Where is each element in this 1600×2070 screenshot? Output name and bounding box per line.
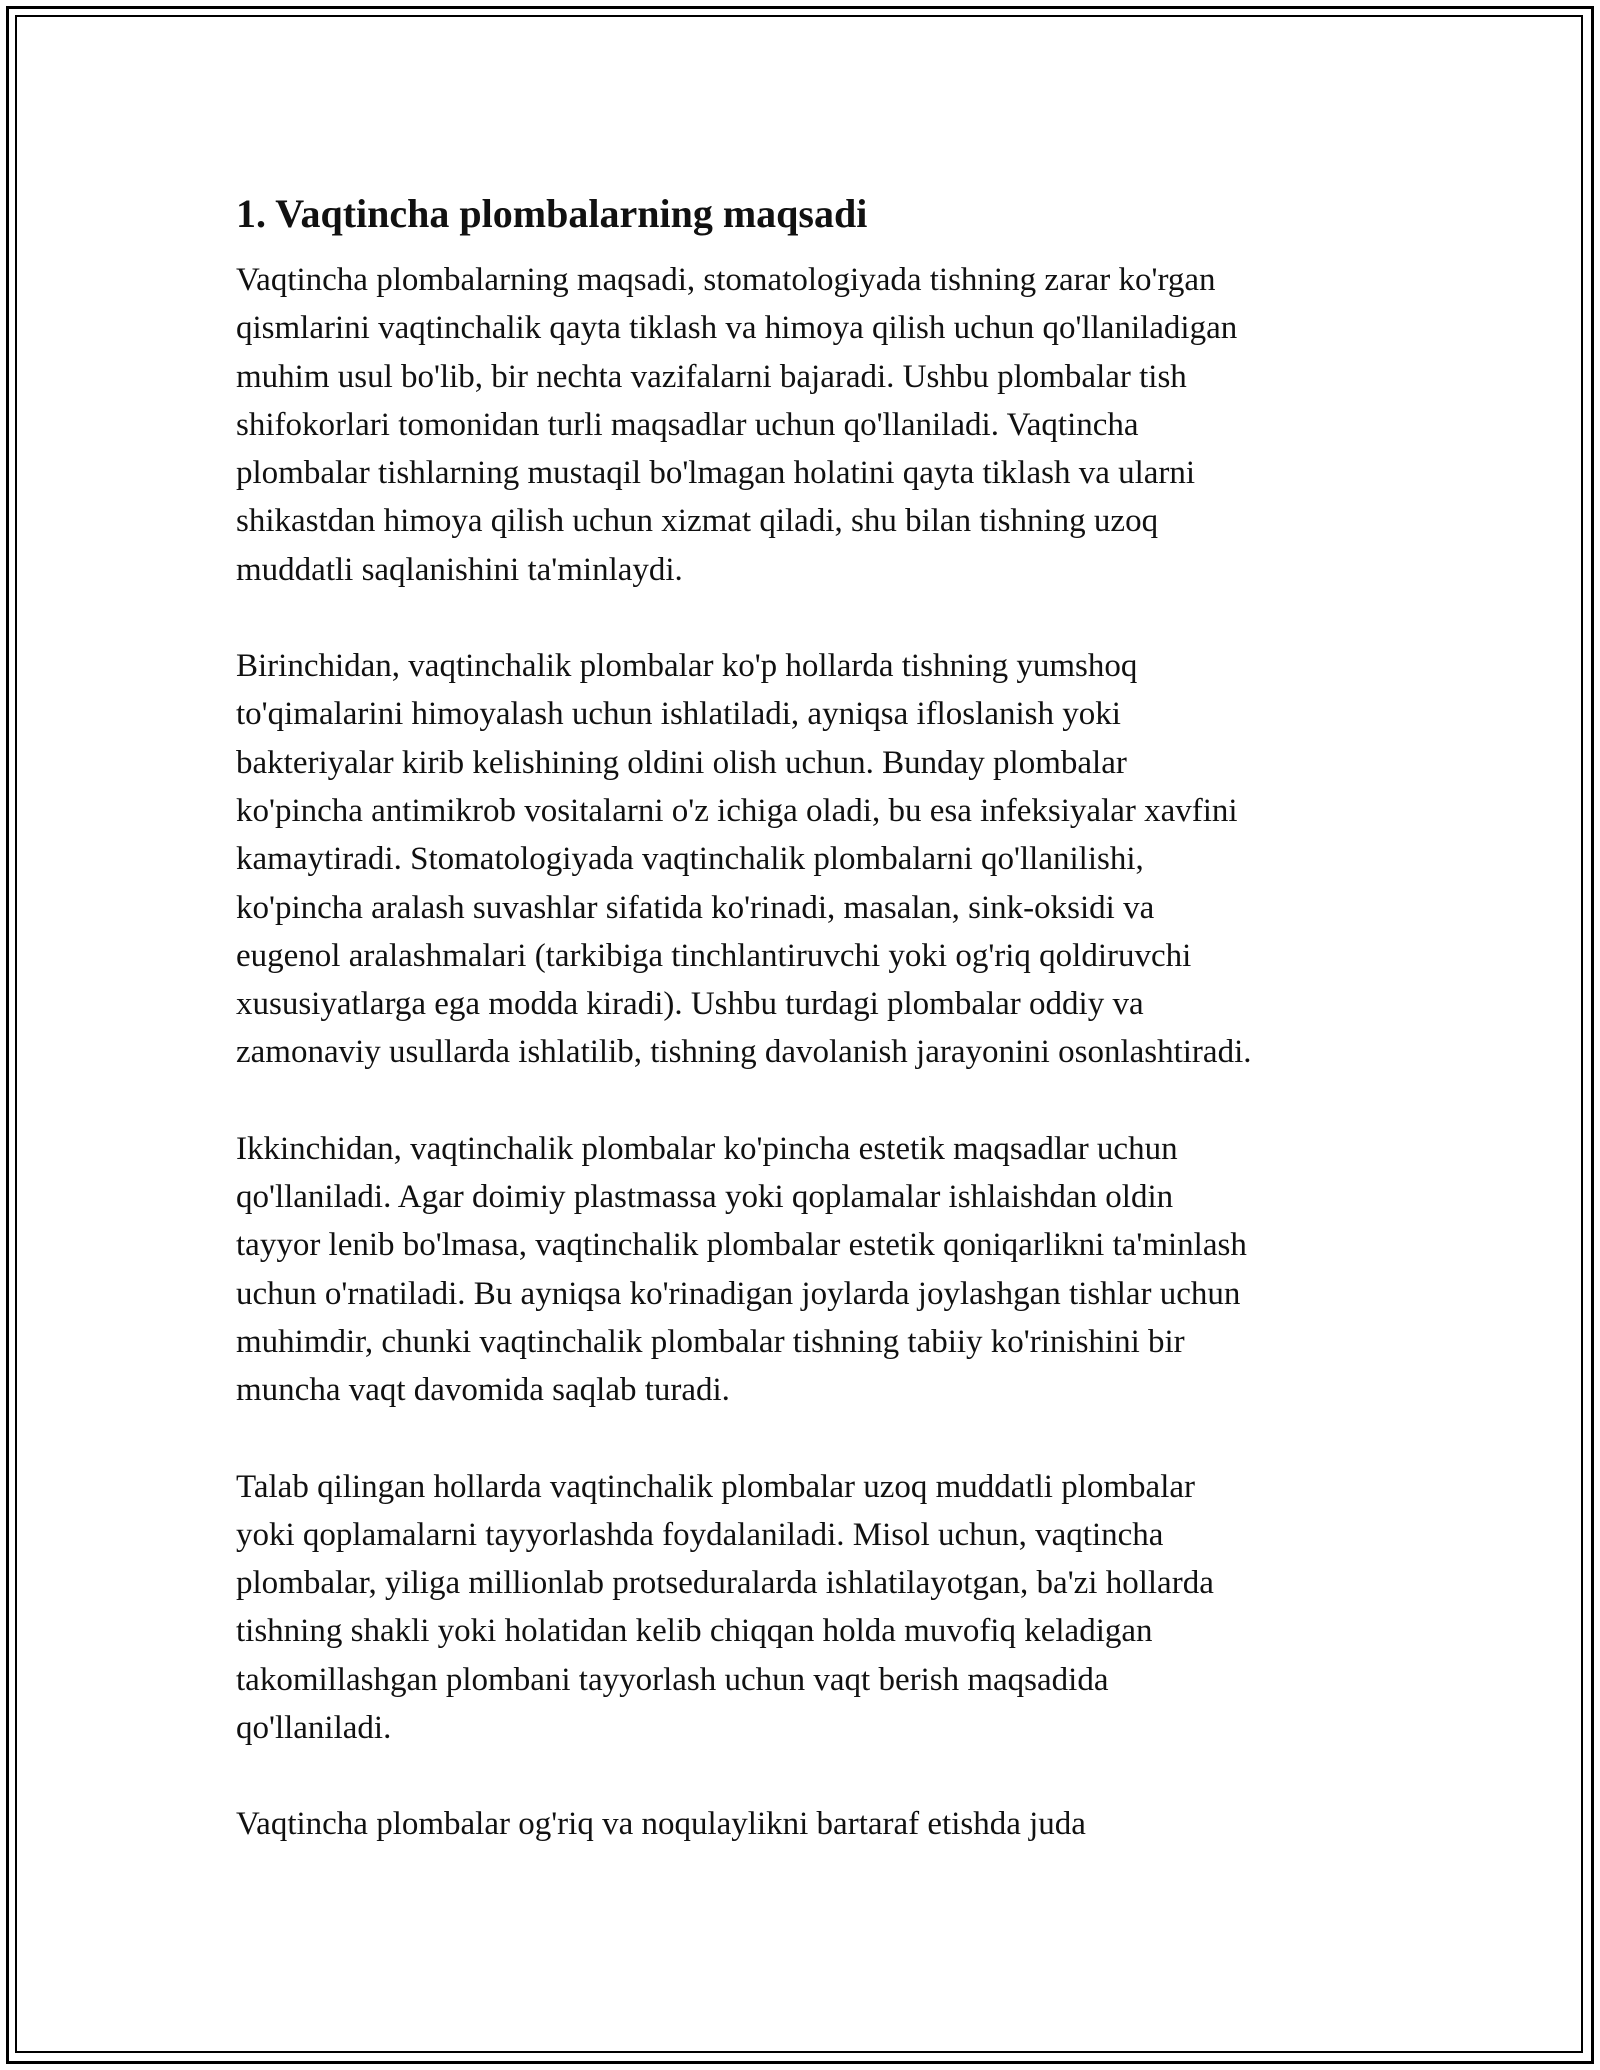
paragraph-third-point bbox=[236, 1463, 1376, 1753]
text-line: muncha vaqt davomida saqlab turadi. bbox=[236, 1372, 730, 1409]
text-line: Birinchidan, vaqtinchalik plombalar ko'p hollarda tishning yumshoq bbox=[236, 648, 1138, 685]
text-line: yoki qoplamalarni tayyorlashda foydalaniladi. Misol uchun, vaqtincha bbox=[236, 1516, 1164, 1553]
text-line: tishning shakli yoki holatidan kelib chiqqan holda muvofiq keladigan bbox=[236, 1613, 1153, 1650]
text-line: shifokorlari tomonidan turli maqsadlar uchun qo'llaniladi. Vaqtincha bbox=[236, 406, 1139, 443]
text-line: Vaqtincha plombalarning maqsadi, stomatologiyada tishning zarar ko'rgan bbox=[236, 262, 1216, 298]
text-line: plombalar tishlarning mustaqil bo'lmagan holatini qayta tiklash va ularni bbox=[236, 455, 1196, 492]
text-line: muhim usul bo'lib, bir nechta vazifalarni bajaradi. Ushbu plombalar tish bbox=[236, 358, 1187, 395]
document-body bbox=[236, 186, 1376, 1897]
paragraph-first-point bbox=[236, 642, 1376, 1077]
text-line: plombalar, yiliga millionlab protseduralarda ishlatilayotgan, ba'zi hollarda bbox=[236, 1565, 1214, 1602]
text-line: qismlarini vaqtinchalik qayta tiklash va himoya qilish uchun qo'llaniladigan bbox=[236, 310, 1238, 347]
page-title: 1. Vaqtincha plombalarning maqsadi bbox=[236, 191, 868, 236]
text-line: xususiyatlarga ega modda kiradi). Ushbu turdagi plombalar oddiy va bbox=[236, 986, 1144, 1023]
text-line: kamaytiradi. Stomatologiyada vaqtinchalik plombalarni qo'llanilishi, bbox=[236, 841, 1144, 878]
paragraph-purpose bbox=[236, 256, 1376, 594]
text-line: muhimdir, chunki vaqtinchalik plombalar tishning tabiiy ko'rinishini bir bbox=[236, 1323, 1185, 1360]
text-line: ko'pincha aralash suvashlar sifatida ko'rinadi, masalan, sink-oksidi va bbox=[236, 889, 1155, 926]
text-line: eugenol aralashmalari (tarkibiga tinchlantiruvchi yoki og'riq qoldiruvchi bbox=[236, 937, 1192, 974]
text-line: ko'pincha antimikrob vositalarni o'z ichiga oladi, bu esa infeksiyalar xavfini bbox=[236, 792, 1238, 829]
text-line: Vaqtincha plombalar og'riq va noqulaylikni bartaraf etishda juda bbox=[236, 1806, 1086, 1843]
text-line: Talab qilingan hollarda vaqtinchalik plombalar uzoq muddatli plombalar bbox=[236, 1468, 1195, 1505]
text-line: tayyor lenib bo'lmasa, vaqtinchalik plombalar estetik qoniqarlikni ta'minlash bbox=[236, 1227, 1247, 1264]
text-line: qo'llaniladi. bbox=[236, 1710, 392, 1747]
text-line: takomillashgan plombani tayyorlash uchun vaqt berish maqsadida bbox=[236, 1661, 1109, 1698]
text-line: zamonaviy usullarda ishlatilib, tishning davolanish jarayonini osonlashtiradi. bbox=[236, 1034, 1252, 1071]
text-line: muddatli saqlanishini ta'minlaydi. bbox=[236, 551, 683, 588]
text-line: uchun o'rnatiladi. Bu ayniqsa ko'rinadigan joylarda joylashgan tishlar uchun bbox=[236, 1275, 1241, 1312]
paragraph-second-point bbox=[236, 1125, 1376, 1415]
text-line: to'qimalarini himoyalash uchun ishlatiladi, ayniqsa ifloslanish yoki bbox=[236, 696, 1121, 733]
text-line: Ikkinchidan, vaqtinchalik plombalar ko'pincha estetik maqsadlar uchun bbox=[236, 1130, 1178, 1167]
paragraph-pain-relief bbox=[236, 1800, 1376, 1848]
text-line: qo'llaniladi. Agar doimiy plastmassa yoki qoplamalar ishlaishdan oldin bbox=[236, 1179, 1174, 1216]
text-line: shikastdan himoya qilish uchun xizmat qiladi, shu bilan tishning uzoq bbox=[236, 503, 1159, 540]
text-line: bakteriyalar kirib kelishining oldini olish uchun. Bunday plombalar bbox=[236, 744, 1127, 781]
